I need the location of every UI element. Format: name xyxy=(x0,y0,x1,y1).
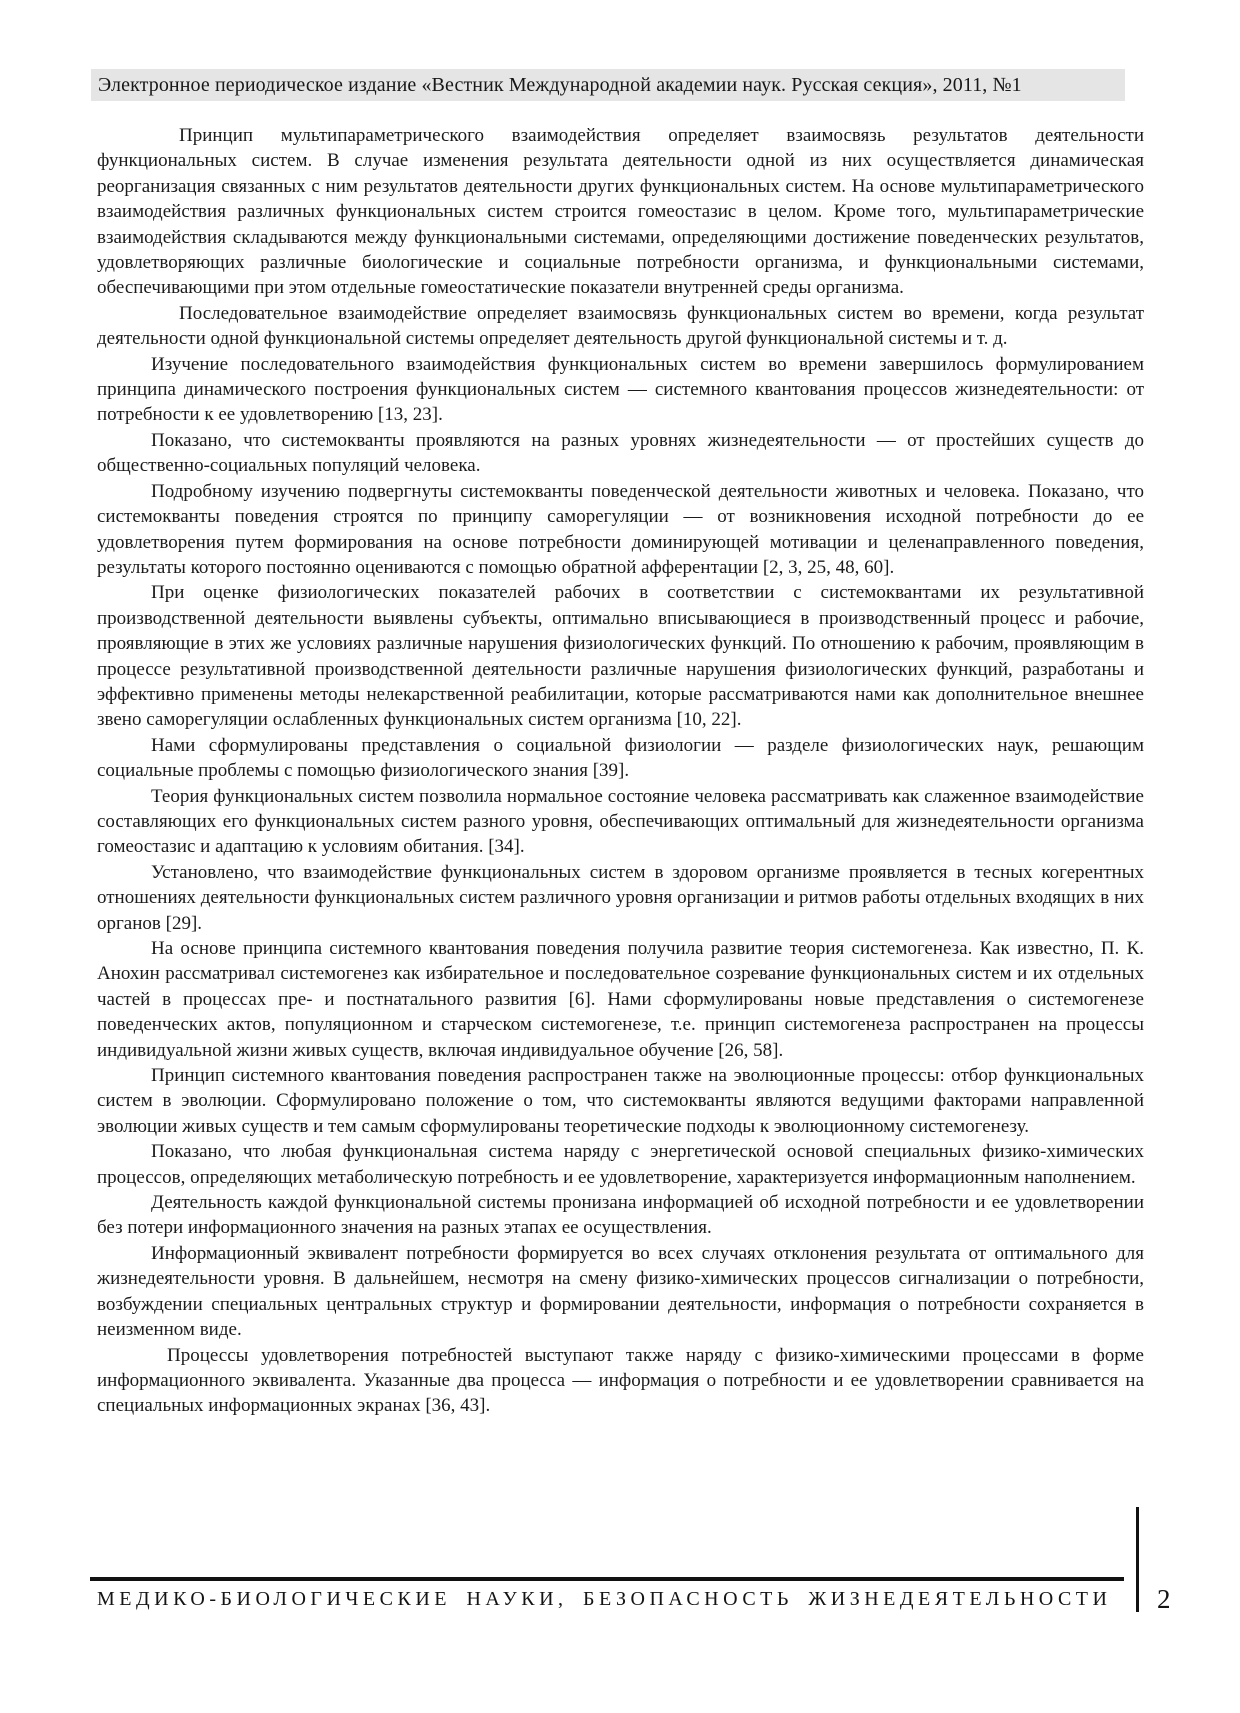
paragraph: Установлено, что взаимодействие функциональных систем в здоровом организме проявляется в тесных когерентных отношениях деятельности функциональных систем различного уровня организации и ритмов работы отдельных входящих в них органов [29]. xyxy=(97,861,1144,934)
paragraph: Принцип системного квантования поведения распространен также на эволюционные процессы: отбор функциональных систем в эволюции. Сформулировано положение о том, что системокванты являются ведущими факторами направленной эволюции живых существ и тем самым сформулированы теоретические подходы к эволюционному системогенезу. xyxy=(97,1065,1144,1137)
paragraph: При оценке физиологических показателей рабочих в соответствии с системоквантами их результативной производственной деятельности выявлены субъекты, оптимально вписывающиеся в производственный процесс и рабочие, проявляющие в этих же условиях различные нарушения физиологических функций. По отношению к рабочим, проявляющим в процессе результативной производственной деятельности различные нарушения физиологических функций, разработаны и эффективно применены методы нелекарственной реабилитации, которые рассматриваются нами как дополнительное внешнее звено саморегуляции ослабленных функциональных систем организма [10, 22]. xyxy=(97,582,1144,731)
paragraph: Изучение последовательного взаимодействия функциональных систем во времени завершилось формулированием принципа динамического построения функциональных систем — системного квантования процессов жизнедеятельности: от потребности к ее удовлетворению [13, 23]. xyxy=(97,353,1144,426)
paragraph: Информационный эквивалент потребности формируется во всех случаях отклонения результата от оптимального для жизнедеятельности уровня. В дальнейшем, несмотря на смену физико-химических процессов сигнализации о потребности, возбуждении специальных центральных структур и формировании деятельности, информация о потребности сохраняется в неизменном виде. xyxy=(97,1242,1144,1341)
page-number-divider xyxy=(1136,1507,1139,1612)
paragraph: Нами сформулированы представления о социальной физиологии — разделе физиологических наук, решающим социальные проблемы с помощью физиологического знания [39]. xyxy=(97,734,1144,782)
journal-title: Электронное периодическое издание «Вестник Международной академии наук. Русская секция», 2011, №1 xyxy=(98,73,1022,96)
paragraph: Теория функциональных систем позволила нормальное состояние человека рассматривать как слаженное взаимодействие составляющих его функциональных систем разного уровня, обеспечивающих оптимальный для жизнедеятельности организма гомеостазис и адаптацию к условиям обитания. [34]. xyxy=(97,785,1144,858)
page-number: 2 xyxy=(1157,1584,1171,1614)
paragraph: Показано, что системокванты проявляются на разных уровнях жизнедеятельности — от простейших существ до общественно-социальных популяций человека. xyxy=(97,429,1144,477)
paragraph: Деятельность каждой функциональной системы пронизана информацией об исходной потребности и ее удовлетворении без потери информационного значения на разных этапах ее осуществления. xyxy=(97,1192,1144,1239)
paragraph: Показано, что любая функциональная система наряду с энергетической основой специальных физико-химических процессов, определяющих метаболическую потребность и ее удовлетворение, характеризуется информационным наполнением. xyxy=(97,1141,1144,1188)
paragraph: Подробному изучению подвергнуты системокванты поведенческой деятельности животных и человека. Показано, что системокванты поведения строятся по принципу саморегуляции — от возникновения исходной потребности до ее удовлетворения путем формирования на основе потребности доминирующей мотивации и целенаправленного поведения, результаты которого постоянно оцениваются с помощью обратной афферентации [2, 3, 25, 48, 60]. xyxy=(97,480,1144,578)
footer-section-title: МЕДИКО-БИОЛОГИЧЕСКИЕ НАУКИ, БЕЗОПАСНОСТЬ ЖИЗНЕДЕЯТЕЛЬНОСТИ xyxy=(97,1588,1112,1610)
paragraph: Принцип мультипараметрического взаимодействия определяет взаимосвязь результатов деятельности функциональных систем. В случае изменения результата деятельности одной из них осуществляется динамическая реорганизация связанных с ним результатов деятельности других функциональных систем. На основе мультипараметрического взаимодействия различных функциональных систем строится гомеостазис в целом. Кроме того, мультипараметрические взаимодействия складываются между функциональными системами, определяющими достижение поведенческих результатов, удовлетворяющих различные биологические и социальные потребности организма, и функциональными системами, обеспечивающими при этом отдельные гомеостатические показатели внутренней среды организма. xyxy=(97,125,1144,299)
footer-rule xyxy=(90,1577,1124,1581)
paragraph: Последовательное взаимодействие определяет взаимосвязь функциональных систем во времени, когда результат деятельности одной функциональной системы определяет деятельность другой функциональной системы и т. д. xyxy=(97,302,1144,350)
paragraph: Процессы удовлетворения потребностей выступают также наряду с физико-химическими процессами в форме информационного эквивалента. Указанные два процесса — информация о потребности и ее удовлетворении сравнивается на специальных информационных экранах [36, 43]. xyxy=(97,1344,1144,1417)
paragraph: На основе принципа системного квантования поведения получила развитие теория системогенеза. Как известно, П. К. Анохин рассматривал системогенез как избирательное и последовательное созревание функциональных систем и их отдельных частей в процессах пре- и постнатального развития [6]. Нами сформулированы новые представления о системогенезе поведенческих актов, популяционном и старческом системогенезе, т.е. принцип системогенеза распространен на процессы индивидуальной жизни живых существ, включая индивидуальное обучение [26, 58]. xyxy=(97,938,1144,1061)
article-body xyxy=(97,123,1144,1573)
journal-header-bar xyxy=(91,69,1125,101)
